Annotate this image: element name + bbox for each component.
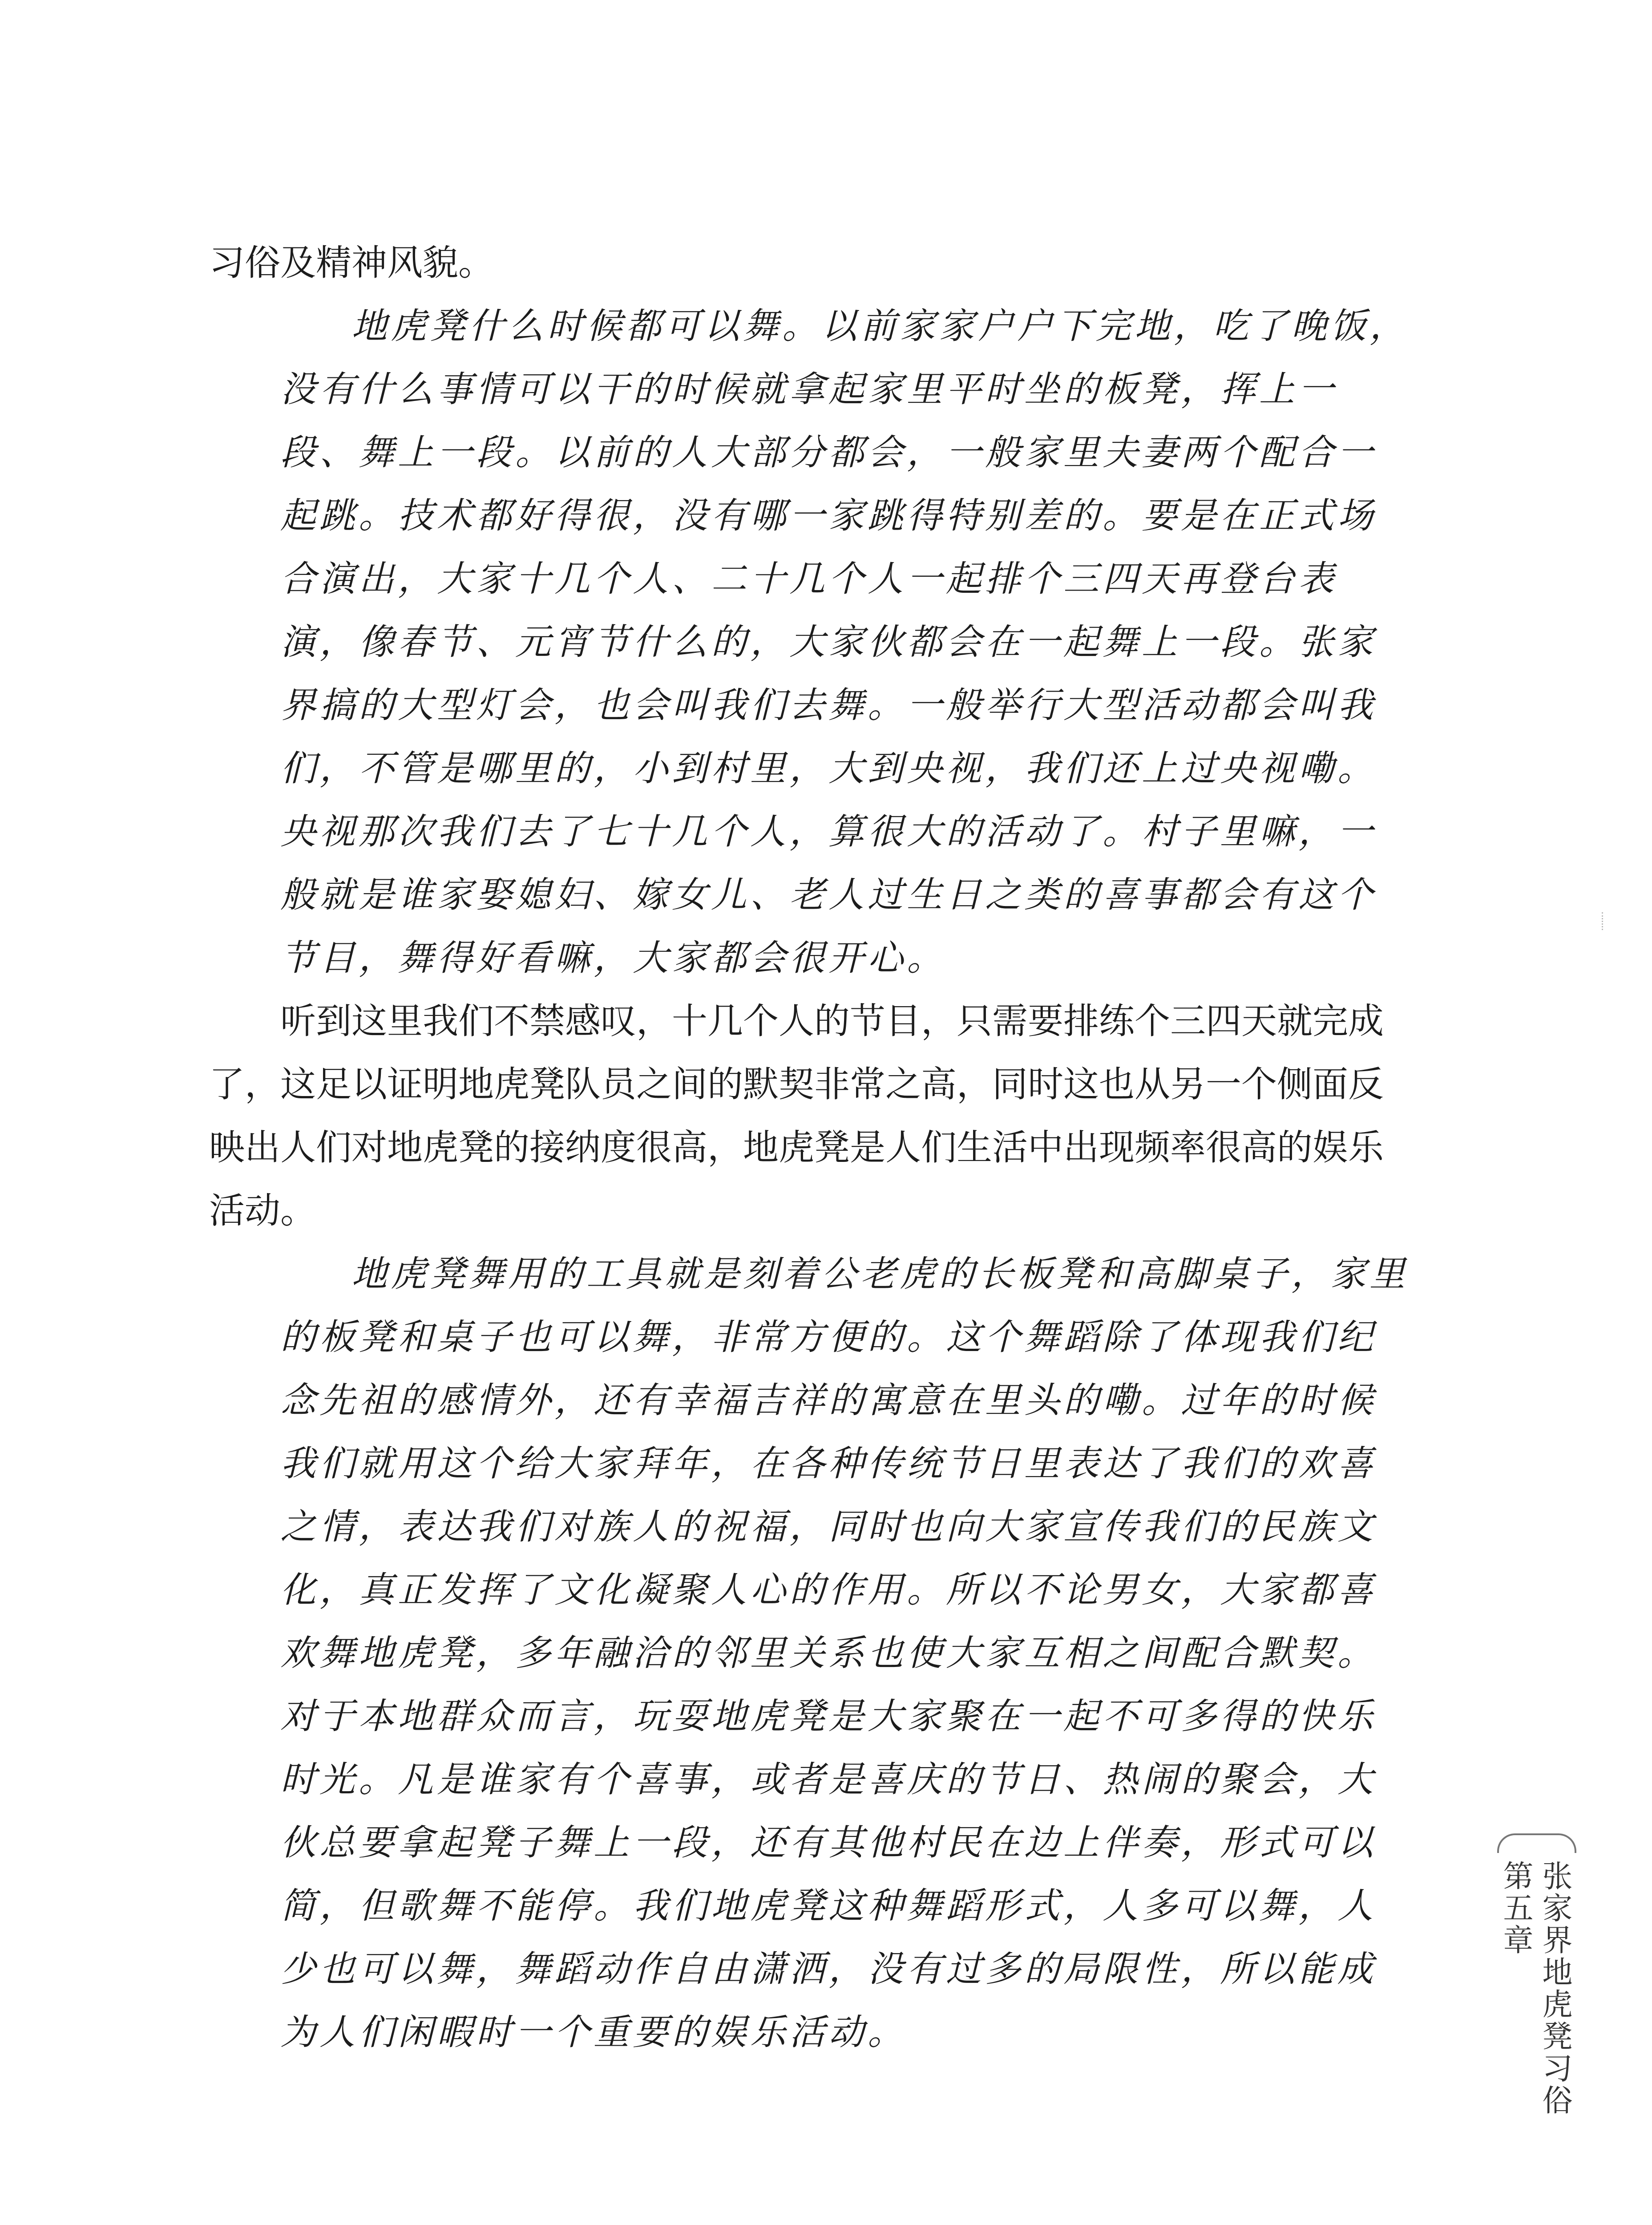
interview-quote-1 — [280, 295, 1410, 990]
tab-bracket-top — [1497, 1833, 1576, 1853]
quote-1-text: 地虎凳什么时候都可以舞。以前家家户户下完地，吃了晚饭，没有什么事情可以干的时候就拿起家里平时坐的板凳，挥上一段、舞上一段。以前的人大部分都会，一般家里夫妻两个配合一起跳。技术都好得很，没有哪一家跳得特别差的。要是在正式场合演出，大家十几个人、二十几个人一起排个三四天再登台表演，像春节、元宵节什么的，大家伙都会在一起舞上一段。张家界搞的大型灯会，也会叫我们去舞。一般举行大型活动都会叫我们，不管是哪里的，小到村里，大到央视，我们还上过央视嘞。央视那次我们去了七十几个人，算很大的活动了。村子里嘛，一般就是谁家娶媳妇、嫁女儿、老人过生日之类的喜事都会有这个节目，舞得好看嘛，大家都会很开心。 — [280, 305, 1409, 979]
chapter-label: 第五章 — [1498, 1860, 1533, 1956]
chapter-title: 张家界地虎凳习俗 — [1537, 1860, 1572, 2116]
chapter-margin-tab — [1493, 1833, 1577, 2225]
quote-2-text: 地虎凳舞用的工具就是刻着公老虎的长板凳和高脚桌子，家里的板凳和桌子也可以舞，非常方便的。这个舞蹈除了体现我们纪念先祖的感情外，还有幸福吉祥的寓意在里头的嘞。过年的时候我们就用这个给大家拜年，在各种传统节日里表达了我们的欢喜之情，表达我们对族人的祝福，同时也向大家宣传我们的民族文化，真正发挥了文化凝聚人心的作用。所以不论男女，大家都喜欢舞地虎凳，多年融洽的邻里关系也使大家互相之间配合默契。对于本地群众而言，玩耍地虎凳是大家聚在一起不可多得的快乐时光。凡是谁家有个喜事，或者是喜庆的节日、热闹的聚会，大伙总要拿起凳子舞上一段，还有其他村民在边上伴奏，形式可以简，但歌舞不能停。我们地虎凳这种舞蹈形式，人多可以舞，人少也可以舞，舞蹈动作自由潇洒，没有过多的局限性，所以能成为人们闲暇时一个重要的娱乐活动。 — [280, 1253, 1409, 2053]
main-text — [209, 231, 1410, 2064]
narrative-text: 听到这里我们不禁感叹，十几个人的节目，只需要排练个三四天就完成了，这足以证明地虎凳队员之间的默契非常之高，同时这也从另一个侧面反映出人们对地虎凳的接纳度很高，地虎凳是人们生活中出现频率很高的娱乐活动。 — [209, 1000, 1384, 1231]
tab-text — [1493, 1860, 1577, 2225]
edge-mark — [1602, 912, 1606, 930]
paragraph-continuation: 习俗及精神风貌。 — [209, 242, 494, 283]
narrative-paragraph — [209, 990, 1410, 1242]
interview-quote-2 — [280, 1242, 1410, 2064]
